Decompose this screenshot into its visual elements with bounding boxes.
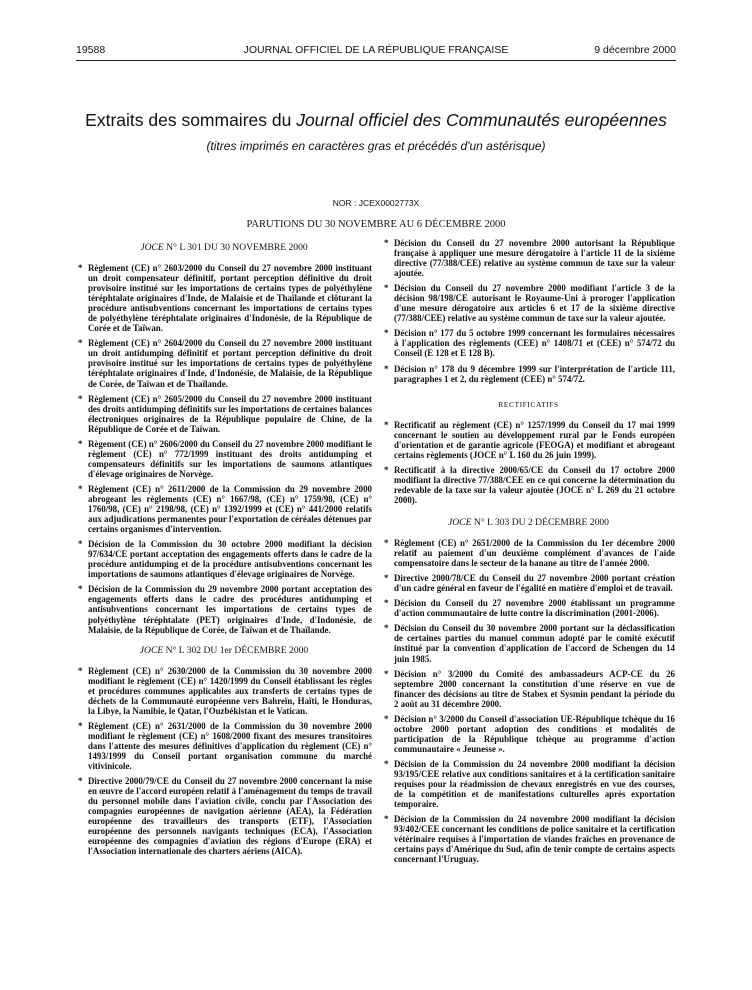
- asterisk-marker: *: [384, 283, 389, 294]
- right-column: [382, 238, 675, 869]
- page-number: 19588: [76, 44, 106, 56]
- item-text: Décision n° 3/2000 du Conseil d'association UE-République tchèque du 16 octobre 2000 portant adoption des conditions et modalités de participation de la République tchèque au programme d'action communautaire « Jeunesse ».: [394, 713, 675, 754]
- page-title: [76, 110, 676, 131]
- asterisk-marker: *: [384, 758, 389, 769]
- asterisk-marker: *: [78, 438, 83, 449]
- title-prefix: Extraits des sommaires du: [85, 110, 297, 130]
- section-issue: N° L 301 DU 30 NOVEMBRE 2000: [163, 242, 308, 253]
- list-item: [382, 669, 675, 709]
- item-text: Règlement (CE) n° 2603/2000 du Conseil du 27 novembre 2000 instituant un droit compensateur définitif, portant perception définitive du droit provisoire institué sur les importations de certains types de polyéthylène téréphtalate originaires d'Inde, de Malaisie et de Thaïlande et clôturant la procédure antisubventions concernant les importations de certains types de polyéthylène téréphtalate originaires d'Indonésie, de la République de Corée et de Taïwan.: [88, 263, 372, 334]
- asterisk-marker: *: [78, 263, 83, 273]
- list-item: [76, 484, 372, 534]
- list-item: [76, 394, 372, 434]
- asterisk-marker: *: [384, 713, 389, 724]
- asterisk-marker: *: [384, 419, 389, 430]
- list-item: [76, 439, 372, 479]
- item-text: Décision de la Commission du 30 octobre 2000 modifiant la décision 97/634/CE portant acceptation des engagements offerts dans le cadre de la procédure antidumping et de la procédure antisubventions concernant les importations de saumons atlantiques d'élevage originaires de Norvège.: [88, 539, 372, 580]
- item-text: Règlement (CE) n° 2631/2000 de la Commission du 30 novembre 2000 modifiant le règlement (CE) n° 1608/2000 fixant des mesures transitoires dans l'attente des mesures définitives d'application du règlement (CE) n° 1493/1999 du Conseil portant organisation commune du marché vitivinicole.: [88, 720, 372, 772]
- asterisk-marker: *: [78, 539, 83, 550]
- item-text: Règlement (CE) n° 2604/2000 du Conseil du 27 novembre 2000 instituant un droit antidumping définitif et portant perception définitive du droit provisoire institué sur les importations de certains types de polyéthylène téréphtalate originaires d'Inde, d'Indonésie, de Malaisie, de la République de Corée, de Taïwan et de Thaïlande.: [88, 338, 372, 389]
- list-item: [76, 263, 372, 333]
- item-text: Directive 2000/79/CE du Conseil du 27 novembre 2000 concernant la mise en œuvre de l'accord européen relatif à l'aménagement du temps de travail du personnel mobile dans l'aviation civile, conclu par l'Association des compagnies européennes de navigation aérienne (AEA), la Fédération européenne des travailleurs des transports (ETF), l'Association européenne des personnels navigants techniques (ECA), l'Association européenne des compagnies d'aviation des régions d'Europe (ERA) et l'Association internationale des charters aériens (AICA).: [88, 776, 372, 857]
- asterisk-marker: *: [384, 464, 389, 475]
- header-rule: [76, 60, 676, 61]
- section-heading: [76, 242, 372, 254]
- list-item: [76, 776, 372, 856]
- title-journal-name: Journal officiel des Communautés européennes: [296, 110, 667, 130]
- list-item: [382, 328, 675, 358]
- item-text: Rectificatif au règlement (CE) n° 1257/1999 du Conseil du 17 mai 1999 concernant le soutien au développement rural par le Fonds européen d'orientation et de garantie agricole (FEOGA) et modifiant et abrogeant certains règlements (JOCE n° L 160 du 26 juin 1999).: [394, 419, 675, 460]
- joce-label: JOCE: [139, 644, 164, 656]
- item-text: Règlement (CE) n° 2605/2000 du Conseil du 27 novembre 2000 instituant des droits antidumping définitifs sur les importations de certaines balances électroniques originaires de la République populaire de Chine, de la République de Corée et de Taïwan.: [88, 393, 372, 434]
- item-text: Décision du Conseil du 30 novembre 2000 portant sur la déclassification de certaines parties du manuel commun adopté par le comité exécutif institué par la convention d'application de l'accord de Schengen du 14 juin 1985.: [394, 623, 675, 664]
- asterisk-marker: *: [78, 483, 83, 494]
- item-text: Règlement (CE) n° 2630/2000 de la Commission du 30 novembre 2000 modifiant le règlement (CE) n° 1420/1999 du Conseil établissant les règles et procédures communes applicables aux transferts de certains types de déchets de la Communauté européenne vers Bahreïn, Haïti, le Honduras, la Libye, la Namibie, le Qatar, l'Ouzbékistan et le Vatican.: [88, 665, 372, 716]
- joce-label: JOCE: [140, 242, 164, 253]
- asterisk-marker: *: [384, 598, 389, 609]
- item-text: Décision n° 3/2000 du Comité des ambassadeurs ACP-CE du 26 septembre 2000 concernant la constitution d'une réserve en vue de financer des décisions au titre de Stabex et Sysmin pendant la période du 2 août au 31 décembre 2000.: [394, 668, 675, 709]
- list-item: [76, 584, 372, 634]
- asterisk-marker: *: [78, 393, 83, 404]
- section-issue: N° L 302 DU 1er DÉCEMBRE 2000: [163, 644, 309, 656]
- item-text: Règlement (CE) n° 2651/2000 de la Commission du 1er décembre 2000 relatif au paiement d'un deuxième complément d'avances de l'aide compensatoire dans le secteur de la banane au titre de l'année 2000.: [394, 538, 675, 569]
- list-item: [382, 420, 675, 460]
- item-text: Décision du Conseil du 27 novembre 2000 modifiant l'article 3 de la décision 98/198/CE autorisant le Royaume-Uni à proroger l'application d'une mesure dérogatoire aux articles 6 et 17 de la sixième directive (77/388/CEE) relative au système commun de taxe sur la valeur ajoutée.: [394, 283, 675, 324]
- section-issue: N° L 303 DU 2 DÉCEMBRE 2000: [471, 517, 609, 529]
- running-header: [76, 44, 676, 58]
- item-text: Décision du Conseil du 27 novembre 2000 établissant un programme d'action communautaire de lutte contre la discrimination (2001-2006).: [394, 598, 675, 619]
- asterisk-marker: *: [384, 814, 389, 825]
- asterisk-marker: *: [78, 720, 83, 731]
- item-text: Règlement (CE) n° 2611/2000 de la Commission du 29 novembre 2000 abrogeant les règlements (CE) n° 1667/98, (CE) n° 1759/98, (CE) n° 1760/98, (CE) n° 2198/98, (CE) n° 1392/1999 et (CE) n° 441/2000 relatifs aux adjudications permanentes pour l'exportation de céréales détenues par certains organismes d'intervention.: [88, 483, 372, 535]
- list-item: [382, 623, 675, 663]
- asterisk-marker: *: [384, 623, 389, 634]
- list-item: [382, 538, 675, 568]
- list-item: [382, 814, 675, 864]
- nor-reference: NOR : JCEX0002773X: [332, 198, 420, 208]
- item-text: Rectificatif à la directive 2000/65/CE du Conseil du 17 octobre 2000 modifiant la directive 77/388/CEE en ce qui concerne la détermination du redevable de la taxe sur la valeur ajoutée (JOCE n° L 269 du 21 octobre 2000).: [394, 464, 675, 505]
- list-item: [382, 573, 675, 593]
- list-item: [382, 364, 675, 384]
- journal-title: JOURNAL OFFICIEL DE LA RÉPUBLIQUE FRANÇAISE: [243, 44, 509, 56]
- rectificatifs-heading: RECTIFICATIFS: [498, 399, 559, 409]
- issue-date: 9 décembre 2000: [594, 44, 676, 56]
- list-item: [382, 238, 675, 278]
- list-item: [382, 759, 675, 809]
- asterisk-marker: *: [384, 538, 389, 549]
- asterisk-marker: *: [384, 328, 389, 339]
- item-text: Décision de la Commission du 24 novembre 2000 modifiant la décision 93/195/CEE relative aux conditions sanitaires et à la certification sanitaire requises pour la réadmission de chevaux enregistrés en vue des courses, de la compétition et de manifestations culturelles après exportation temporaire.: [394, 758, 675, 810]
- item-text: Règement (CE) n° 2606/2000 du Conseil du 27 novembre 2000 modifiant le règlement (CE) n° 772/1999 instituant des droits antidumping et compensateurs définitifs sur les importations de saumons atlantiques d'élevage originaires de Norvège.: [88, 438, 372, 479]
- list-item: [382, 598, 675, 618]
- asterisk-marker: *: [384, 363, 389, 374]
- item-text: Décision de la Commission du 29 novembre 2000 portant acceptation des engagements offerts dans le cadre des procédures antidumping et antisubventions concernant les importations de certains types de polyéthylène téréphtalate (PET) originaires d'Inde, d'Indonésie, de Malaisie, de la République de Corée, de Taïwan et de Thaïlande.: [88, 584, 372, 635]
- asterisk-marker: *: [384, 573, 389, 584]
- joce-label: JOCE: [448, 517, 472, 529]
- section-heading: [76, 645, 372, 657]
- item-text: Décision de la Commission du 24 novembre 2000 modifiant la décision 93/402/CEE concernant les conditions de police sanitaire et la certification vétérinaire requises à l'importation de viandes fraîches en provenance de certains pays d'Amérique du Sud, afin de tenir compte de certains aspects concernant l'Uruguay.: [394, 814, 675, 865]
- list-item: [382, 714, 675, 754]
- parutions-heading: PARUTIONS DU 30 NOVEMBRE AU 6 DÉCEMBRE 2000: [246, 219, 506, 230]
- left-column: [76, 238, 372, 861]
- list-item: [382, 283, 675, 323]
- list-item: [76, 666, 372, 716]
- item-text: Décision n° 178 du 9 décembre 1999 sur l'interprétation de l'article 111, paragraphes 1 et 2, du règlement (CEE) n° 574/72.: [394, 363, 675, 384]
- asterisk-marker: *: [384, 238, 389, 248]
- list-item: [76, 539, 372, 579]
- item-text: Directive 2000/78/CE du Conseil du 27 novembre 2000 portant création d'un cadre général en faveur de l'égalité en matière d'emploi et de travail.: [394, 573, 675, 594]
- section-heading: [382, 517, 675, 529]
- list-item: [76, 721, 372, 771]
- asterisk-marker: *: [78, 776, 83, 787]
- item-text: Décision n° 177 du 5 octobre 1999 concernant les formulaires nécessaires à l'application des règlements (CEE) n° 1408/71 et (CEE) n° 574/72 du Conseil (E 128 et E 128 B).: [394, 328, 675, 359]
- item-text: Décision du Conseil du 27 novembre 2000 autorisant la République française à appliquer une mesure dérogatoire à l'article 11 de la sixième directive (77/388/CEE) relative au système commun de taxe sur la valeur ajoutée.: [394, 238, 675, 279]
- asterisk-marker: *: [78, 584, 83, 595]
- asterisk-marker: *: [384, 668, 389, 679]
- page-subtitle: (titres imprimés en caractères gras et précédés d'un astérisque): [206, 139, 546, 153]
- list-item: [76, 338, 372, 388]
- asterisk-marker: *: [78, 665, 83, 676]
- list-item: [382, 465, 675, 505]
- asterisk-marker: *: [78, 338, 83, 349]
